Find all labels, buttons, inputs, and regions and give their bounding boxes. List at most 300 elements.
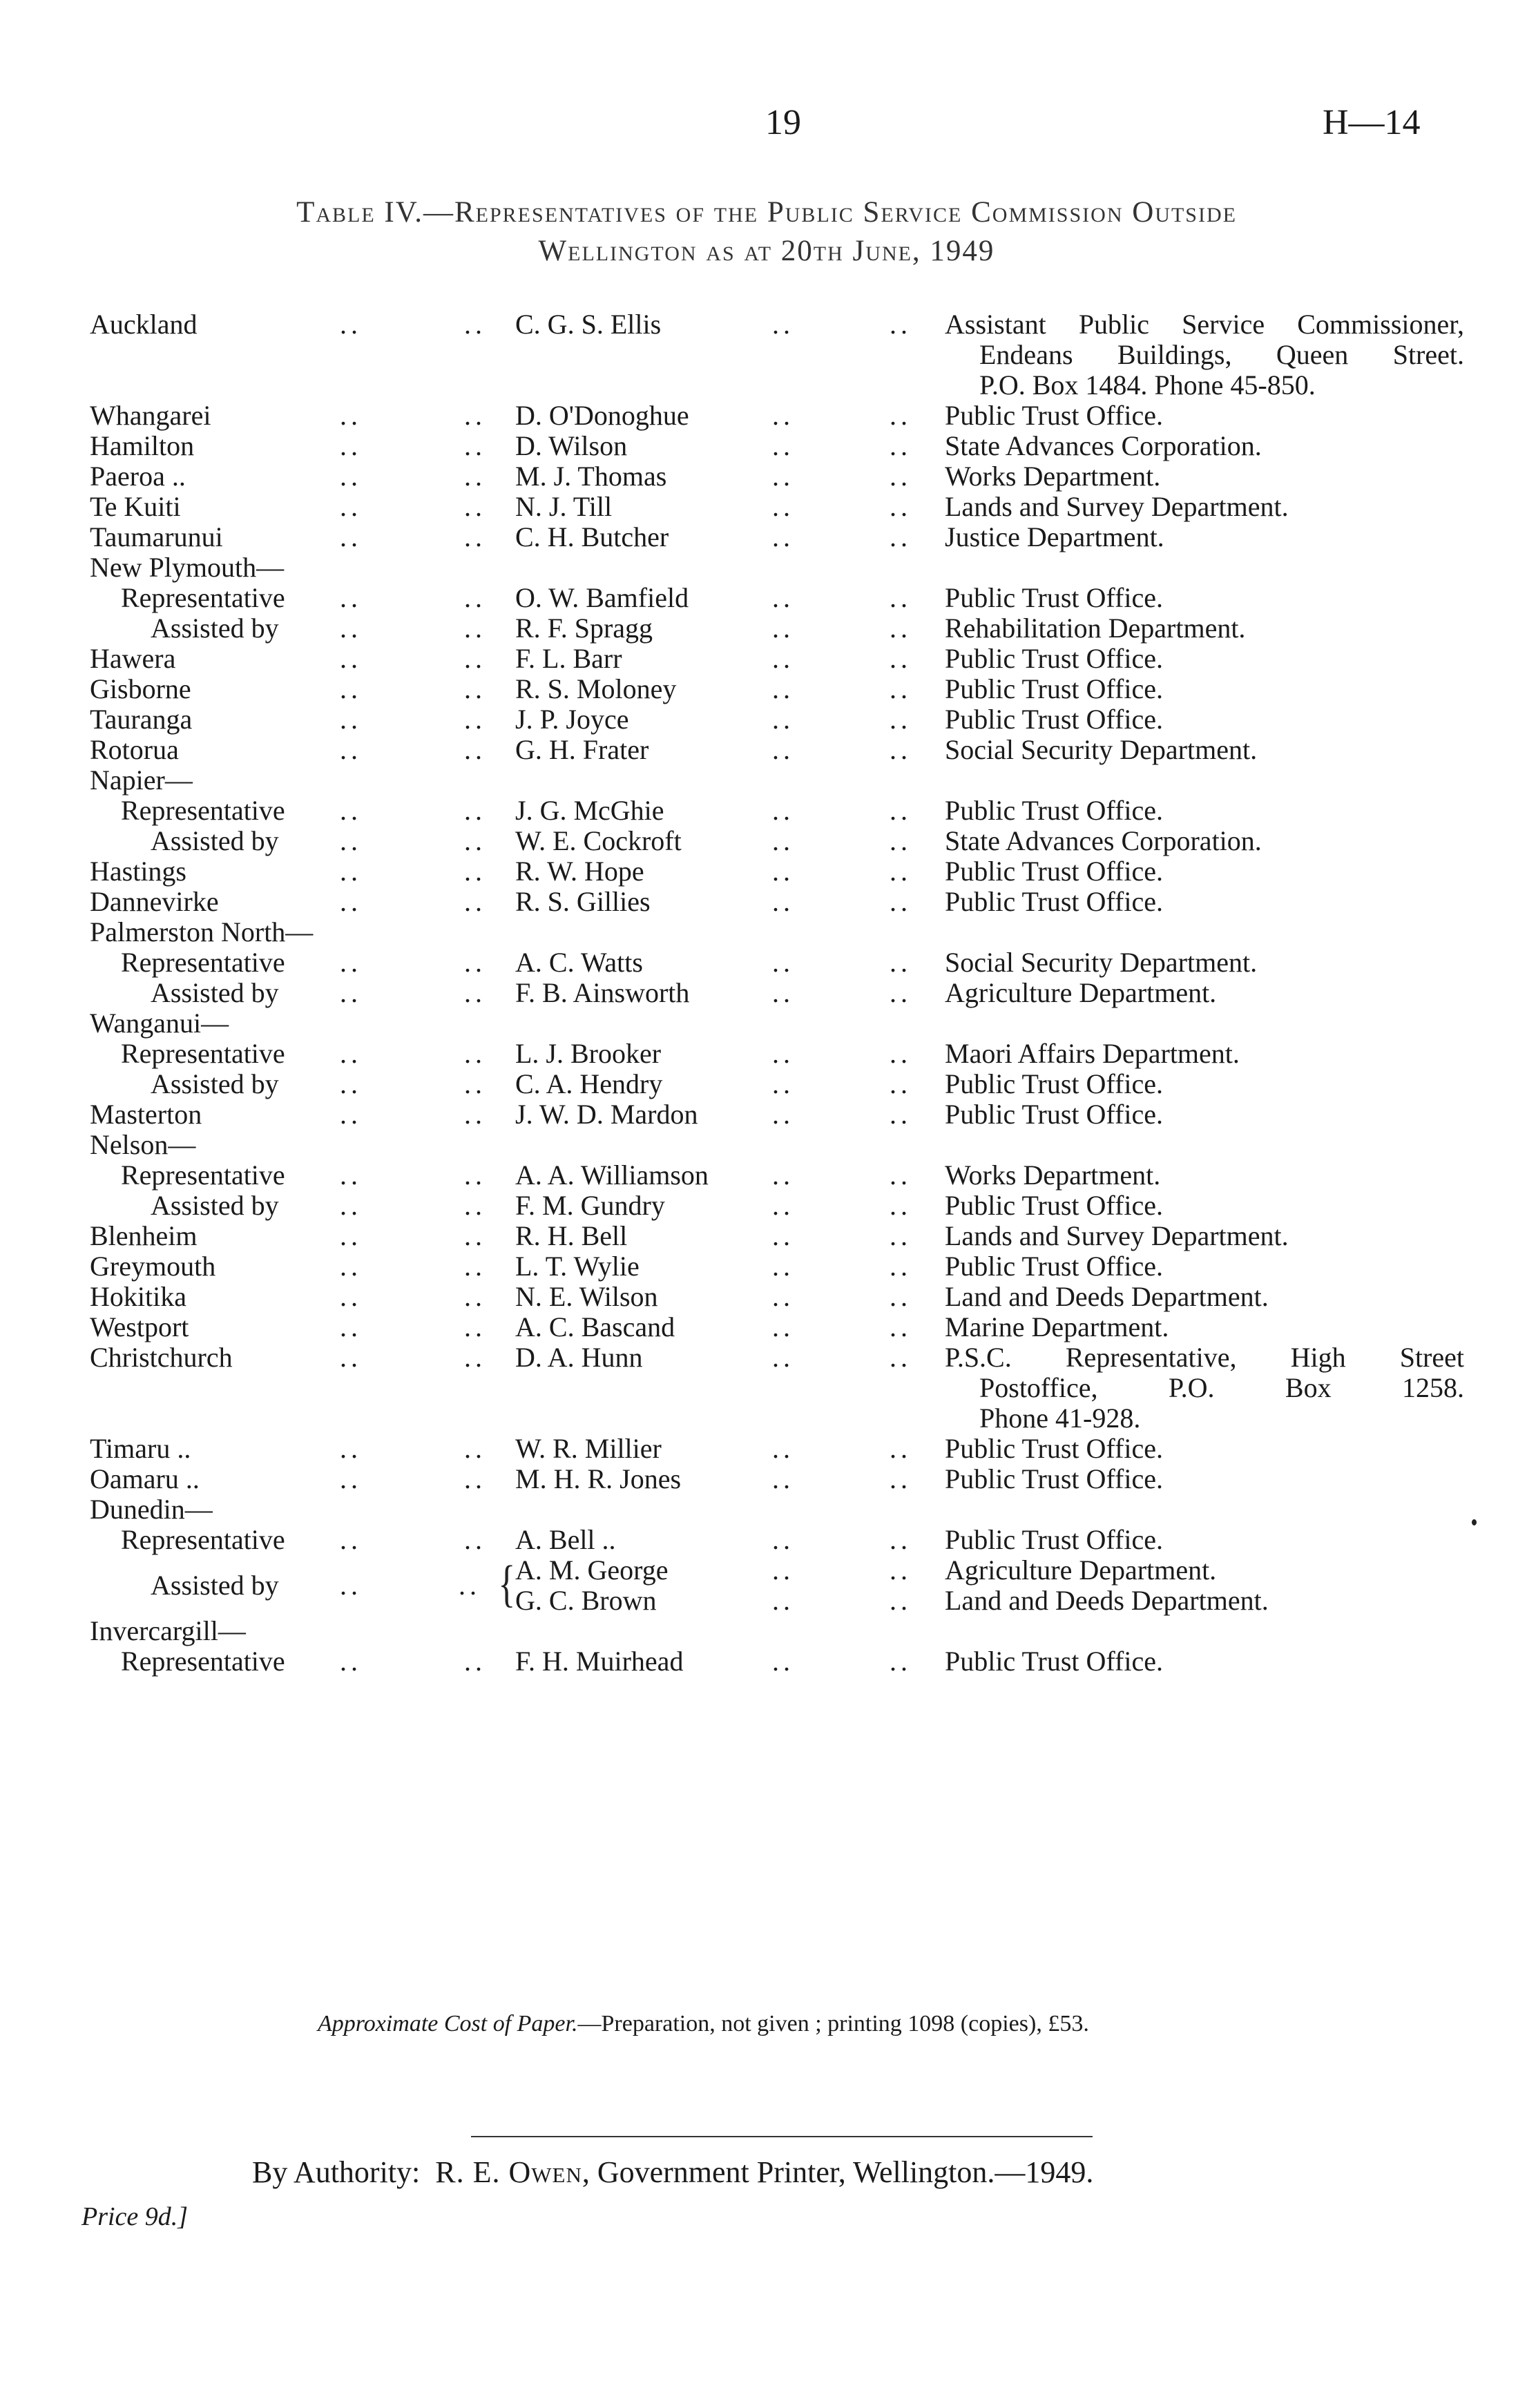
representative-name: L. J. Brooker xyxy=(515,1038,662,1069)
leader-dots: .. xyxy=(772,1433,794,1464)
leader-dots: .. xyxy=(340,400,362,431)
leader-dots: .. xyxy=(464,309,486,340)
office-name: Land and Deeds Department. xyxy=(945,1281,1269,1312)
role-label: Assisted by xyxy=(151,825,279,856)
leader-dots: .. xyxy=(464,886,486,917)
role-label: Assisted by xyxy=(151,1190,279,1221)
leader-dots: .. xyxy=(464,400,486,431)
leader-dots: .. xyxy=(772,1554,794,1586)
leader-dots: .. xyxy=(340,582,362,613)
leader-dots: .. xyxy=(890,400,912,431)
place-name: Taumarunui xyxy=(90,521,223,552)
print-speck xyxy=(1472,1519,1477,1525)
representative-name: D. A. Hunn xyxy=(515,1342,643,1373)
representative-name: W. R. Millier xyxy=(515,1433,662,1464)
leader-dots: .. xyxy=(890,1554,912,1586)
office-name: Social Security Department. xyxy=(945,947,1258,978)
leader-dots: .. xyxy=(890,886,912,917)
leader-dots: .. xyxy=(890,521,912,552)
office-name: Public Trust Office. xyxy=(945,1251,1163,1282)
office-address-line: Assistant Public Service Commissioner, xyxy=(945,309,1464,340)
leader-dots: .. xyxy=(464,1220,486,1251)
leader-dots: .. xyxy=(464,1281,486,1312)
role-label: Assisted by xyxy=(151,1570,279,1601)
place-name: Hawera xyxy=(90,643,176,674)
office-name: Marine Department. xyxy=(945,1311,1169,1342)
leader-dots: .. xyxy=(464,643,486,674)
leader-dots: .. xyxy=(464,1038,486,1069)
office-name: Public Trust Office. xyxy=(945,1524,1163,1555)
table-row xyxy=(0,1039,1527,1069)
table-row xyxy=(0,765,1527,796)
leader-dots: .. xyxy=(890,1433,912,1464)
representative-name: J. G. McGhie xyxy=(515,795,664,826)
table-row xyxy=(0,1464,1527,1494)
page-number: 19 xyxy=(765,103,801,142)
leader-dots: .. xyxy=(340,309,362,340)
leader-dots: .. xyxy=(772,825,794,856)
leader-dots: .. xyxy=(464,1646,486,1677)
authority-line xyxy=(252,2155,1093,2190)
office-name: Public Trust Office. xyxy=(945,400,1163,431)
leader-dots: .. xyxy=(464,1463,486,1494)
leader-dots: .. xyxy=(772,734,794,765)
table-row xyxy=(0,917,1527,947)
leader-dots: .. xyxy=(772,461,794,492)
leader-dots: .. xyxy=(890,734,912,765)
office-name: Rehabilitation Department. xyxy=(945,613,1246,644)
leader-dots: .. xyxy=(464,430,486,461)
table-row xyxy=(0,431,1527,461)
leader-dots: .. xyxy=(772,673,794,704)
place-name: Dunedin— xyxy=(90,1494,213,1525)
table-row xyxy=(0,1008,1527,1039)
place-name: Te Kuiti xyxy=(90,491,181,522)
role-label: Representative xyxy=(121,1646,285,1677)
leader-dots: .. xyxy=(464,1311,486,1342)
table-row xyxy=(0,1282,1527,1312)
place-name: Christchurch xyxy=(90,1342,233,1373)
footnote-text: —Preparation, not given ; printing 1098 (copies), £53. xyxy=(577,2011,1089,2036)
leader-dots: .. xyxy=(464,613,486,644)
table-row xyxy=(0,1494,1527,1525)
leader-dots: .. xyxy=(340,1099,362,1130)
office-name: Public Trust Office. xyxy=(945,1433,1163,1464)
representative-name: R. S. Gillies xyxy=(515,886,651,917)
leader-dots: .. xyxy=(772,704,794,735)
leader-dots: .. xyxy=(772,977,794,1008)
representative-name: L. T. Wylie xyxy=(515,1251,640,1282)
representative-name: R. W. Hope xyxy=(515,856,644,887)
divider-rule xyxy=(471,2136,1093,2137)
place-name: Masterton xyxy=(90,1099,202,1130)
office-address-line: Postoffice, P.O. Box 1258. xyxy=(979,1372,1464,1403)
leader-dots: .. xyxy=(464,734,486,765)
place-name: Blenheim xyxy=(90,1220,198,1251)
leader-dots: .. xyxy=(772,1524,794,1555)
leader-dots: .. xyxy=(340,673,362,704)
office-name: Lands and Survey Department. xyxy=(945,1220,1289,1251)
price: Price 9d.] xyxy=(81,2202,189,2231)
leader-dots: .. xyxy=(772,491,794,522)
leader-dots: .. xyxy=(772,886,794,917)
leader-dots: .. xyxy=(772,1099,794,1130)
leader-dots: .. xyxy=(340,430,362,461)
leader-dots: .. xyxy=(890,491,912,522)
table-row xyxy=(0,1646,1527,1677)
office-name: Public Trust Office. xyxy=(945,582,1163,613)
leader-dots: .. xyxy=(772,643,794,674)
leader-dots: .. xyxy=(340,734,362,765)
representative-name: N. E. Wilson xyxy=(515,1281,658,1312)
leader-dots: .. xyxy=(890,461,912,492)
leader-dots: .. xyxy=(890,1068,912,1099)
leader-dots: .. xyxy=(340,1220,362,1251)
leader-dots: .. xyxy=(772,795,794,826)
leader-dots: .. xyxy=(890,1342,912,1373)
representative-name: C. H. Butcher xyxy=(515,521,669,552)
leader-dots: .. xyxy=(890,1646,912,1677)
leader-dots: .. xyxy=(772,1646,794,1677)
office-address-line: Endeans Buildings, Queen Street. xyxy=(979,339,1464,370)
table-row xyxy=(0,978,1527,1008)
place-name: Invercargill— xyxy=(90,1615,246,1646)
leader-dots: .. xyxy=(464,1524,486,1555)
table-row xyxy=(0,674,1527,704)
leader-dots: .. xyxy=(340,795,362,826)
place-name: Tauranga xyxy=(90,704,193,735)
table-row xyxy=(0,887,1527,917)
representative-name: R. H. Bell xyxy=(515,1220,628,1251)
table-row xyxy=(0,1099,1527,1130)
table-row xyxy=(0,1312,1527,1342)
office-name: Public Trust Office. xyxy=(945,1068,1163,1099)
office-name: Justice Department. xyxy=(945,521,1164,552)
table-row xyxy=(0,796,1527,826)
representative-name: J. W. D. Mardon xyxy=(515,1099,698,1130)
representative-name: D. Wilson xyxy=(515,430,628,461)
table-row xyxy=(0,1342,1527,1434)
table-row xyxy=(0,1525,1527,1555)
leader-dots: .. xyxy=(464,704,486,735)
place-name: Hastings xyxy=(90,856,186,887)
representative-name: O. W. Bamfield xyxy=(515,582,689,613)
leader-dots: .. xyxy=(340,1159,362,1191)
role-label: Representative xyxy=(121,947,285,978)
place-name: New Plymouth— xyxy=(90,552,285,583)
office-name: Public Trust Office. xyxy=(945,856,1163,887)
table-title-line-1: Table IV.—Representatives of the Public Service Commission Outside xyxy=(296,196,1237,229)
leader-dots: .. xyxy=(464,1159,486,1191)
table-row xyxy=(0,1069,1527,1099)
leader-dots: .. xyxy=(459,1570,481,1601)
office-name: Social Security Department. xyxy=(945,734,1258,765)
leader-dots: .. xyxy=(464,1190,486,1221)
role-label: Assisted by xyxy=(151,1068,279,1099)
table-row xyxy=(0,826,1527,856)
leader-dots: .. xyxy=(340,1190,362,1221)
table-row xyxy=(0,1555,1527,1616)
authority-suffix: , Government Printer, Wellington.—1949. xyxy=(582,2155,1094,2189)
role-label: Assisted by xyxy=(151,977,279,1008)
representative-name: N. J. Till xyxy=(515,491,613,522)
place-name: Napier— xyxy=(90,764,193,796)
leader-dots: .. xyxy=(340,1524,362,1555)
representative-name: G. H. Frater xyxy=(515,734,649,765)
leader-dots: .. xyxy=(890,1463,912,1494)
representative-name: M. J. Thomas xyxy=(515,461,667,492)
office-name: Public Trust Office. xyxy=(945,643,1163,674)
office-name: Lands and Survey Department. xyxy=(945,491,1289,522)
representative-name: F. M. Gundry xyxy=(515,1190,665,1221)
leader-dots: .. xyxy=(772,521,794,552)
office-name: Public Trust Office. xyxy=(945,1099,1163,1130)
place-name: Dannevirke xyxy=(90,886,219,917)
leader-dots: .. xyxy=(772,1038,794,1069)
representative-name: A. M. George xyxy=(515,1554,669,1586)
representative-name: F. B. Ainsworth xyxy=(515,977,690,1008)
representative-name: G. C. Brown xyxy=(515,1585,657,1616)
printer-name: R. E. Owen xyxy=(435,2155,582,2189)
table-row xyxy=(0,735,1527,765)
leader-dots: .. xyxy=(340,1433,362,1464)
leader-dots: .. xyxy=(890,673,912,704)
office-name: State Advances Corporation. xyxy=(945,825,1262,856)
place-name: Timaru .. xyxy=(90,1433,191,1464)
place-name: Gisborne xyxy=(90,673,191,704)
footnote-label: Approximate Cost of Paper. xyxy=(318,2011,578,2036)
leader-dots: .. xyxy=(890,795,912,826)
leader-dots: .. xyxy=(340,947,362,978)
role-label: Assisted by xyxy=(151,613,279,644)
office-name: Agriculture Department. xyxy=(945,977,1217,1008)
place-name: Hamilton xyxy=(90,430,195,461)
leader-dots: .. xyxy=(890,1251,912,1282)
office-name: Public Trust Office. xyxy=(945,1646,1163,1677)
leader-dots: .. xyxy=(772,1585,794,1616)
representative-name: A. C. Bascand xyxy=(515,1311,675,1342)
office-name: Works Department. xyxy=(945,461,1161,492)
place-name: Paeroa .. xyxy=(90,461,186,492)
representative-name: M. H. R. Jones xyxy=(515,1463,682,1494)
leader-dots: .. xyxy=(772,400,794,431)
leader-dots: .. xyxy=(772,1220,794,1251)
table-title-line-2: Wellington as at 20th June, 1949 xyxy=(538,235,995,267)
representative-name: F. H. Muirhead xyxy=(515,1646,684,1677)
place-name: Hokitika xyxy=(90,1281,186,1312)
leader-dots: .. xyxy=(772,1463,794,1494)
representative-name: D. O'Donoghue xyxy=(515,400,689,431)
table-row xyxy=(0,1616,1527,1646)
leader-dots: .. xyxy=(890,1099,912,1130)
leader-dots: .. xyxy=(464,1099,486,1130)
leader-dots: .. xyxy=(890,856,912,887)
leader-dots: .. xyxy=(890,1524,912,1555)
representative-name: R. S. Moloney xyxy=(515,673,677,704)
office-name: Works Department. xyxy=(945,1159,1161,1191)
role-label: Representative xyxy=(121,1524,285,1555)
leader-dots: .. xyxy=(340,491,362,522)
role-label: Representative xyxy=(121,795,285,826)
table-row xyxy=(0,613,1527,644)
representatives-table xyxy=(0,309,1527,1677)
leader-dots: .. xyxy=(890,977,912,1008)
office-address-line: Phone 41-928. xyxy=(979,1403,1141,1434)
representative-name: A. C. Watts xyxy=(515,947,643,978)
table-row xyxy=(0,552,1527,583)
office-name: Agriculture Department. xyxy=(945,1554,1217,1586)
table-row xyxy=(0,401,1527,431)
leader-dots: .. xyxy=(890,947,912,978)
leader-dots: .. xyxy=(464,1342,486,1373)
leader-dots: .. xyxy=(464,947,486,978)
place-name: Nelson— xyxy=(90,1129,196,1160)
leader-dots: .. xyxy=(772,1068,794,1099)
office-name: Public Trust Office. xyxy=(945,673,1163,704)
leader-dots: .. xyxy=(340,643,362,674)
table-row xyxy=(0,492,1527,522)
leader-dots: .. xyxy=(340,704,362,735)
leader-dots: .. xyxy=(464,1251,486,1282)
representative-name: A. A. Williamson xyxy=(515,1159,709,1191)
leader-dots: .. xyxy=(772,947,794,978)
leader-dots: .. xyxy=(464,795,486,826)
place-name: Palmerston North— xyxy=(90,916,314,947)
table-row xyxy=(0,1251,1527,1282)
leader-dots: .. xyxy=(890,1311,912,1342)
leader-dots: .. xyxy=(890,704,912,735)
table-row xyxy=(0,704,1527,735)
table-row xyxy=(0,461,1527,492)
leader-dots: .. xyxy=(340,613,362,644)
table-row xyxy=(0,947,1527,978)
leader-dots: .. xyxy=(464,521,486,552)
place-name: Auckland xyxy=(90,309,198,340)
table-row xyxy=(0,583,1527,613)
leader-dots: .. xyxy=(340,1646,362,1677)
place-name: Oamaru .. xyxy=(90,1463,200,1494)
office-name: State Advances Corporation. xyxy=(945,430,1262,461)
table-title xyxy=(124,193,1409,271)
document-code: H—14 xyxy=(1323,103,1421,142)
leader-dots: .. xyxy=(464,1433,486,1464)
leader-dots: .. xyxy=(340,1281,362,1312)
table-row xyxy=(0,644,1527,674)
footnote xyxy=(318,2011,1089,2037)
leader-dots: .. xyxy=(890,582,912,613)
leader-dots: .. xyxy=(464,582,486,613)
leader-dots: .. xyxy=(772,1251,794,1282)
leader-dots: .. xyxy=(890,825,912,856)
leader-dots: .. xyxy=(890,1585,912,1616)
role-label: Representative xyxy=(121,1159,285,1191)
leader-dots: .. xyxy=(772,430,794,461)
office-name: Public Trust Office. xyxy=(945,795,1163,826)
table-row xyxy=(0,1434,1527,1464)
table-row xyxy=(0,1160,1527,1191)
leader-dots: .. xyxy=(340,1570,362,1601)
leader-dots: .. xyxy=(340,856,362,887)
role-label: Representative xyxy=(121,1038,285,1069)
leader-dots: .. xyxy=(340,825,362,856)
office-name: Public Trust Office. xyxy=(945,1190,1163,1221)
leader-dots: .. xyxy=(464,977,486,1008)
leader-dots: .. xyxy=(340,886,362,917)
leader-dots: .. xyxy=(772,1281,794,1312)
office-address-line: P.O. Box 1484. Phone 45-850. xyxy=(979,369,1316,401)
table-row xyxy=(0,1191,1527,1221)
leader-dots: .. xyxy=(890,1281,912,1312)
office-address-line: P.S.C. Representative, High Street xyxy=(945,1342,1464,1373)
office-name: Public Trust Office. xyxy=(945,886,1163,917)
table-row xyxy=(0,522,1527,552)
leader-dots: .. xyxy=(772,1190,794,1221)
representative-name: F. L. Barr xyxy=(515,643,622,674)
representative-name: C. A. Hendry xyxy=(515,1068,663,1099)
leader-dots: .. xyxy=(890,1038,912,1069)
leader-dots: .. xyxy=(340,521,362,552)
place-name: Wanganui— xyxy=(90,1008,229,1039)
place-name: Westport xyxy=(90,1311,189,1342)
leader-dots: .. xyxy=(890,1159,912,1191)
leader-dots: .. xyxy=(464,1068,486,1099)
table-row xyxy=(0,856,1527,887)
table-row xyxy=(0,1130,1527,1160)
leader-dots: .. xyxy=(464,491,486,522)
leader-dots: .. xyxy=(772,1342,794,1373)
representative-name: W. E. Cockroft xyxy=(515,825,682,856)
leader-dots: .. xyxy=(340,1311,362,1342)
leader-dots: .. xyxy=(772,582,794,613)
role-label: Representative xyxy=(121,582,285,613)
leader-dots: .. xyxy=(890,430,912,461)
leader-dots: .. xyxy=(772,613,794,644)
leader-dots: .. xyxy=(890,613,912,644)
leader-dots: .. xyxy=(772,856,794,887)
office-name: Land and Deeds Department. xyxy=(945,1585,1269,1616)
office-name: Maori Affairs Department. xyxy=(945,1038,1240,1069)
leader-dots: .. xyxy=(340,1463,362,1494)
leader-dots: .. xyxy=(772,1159,794,1191)
leader-dots: .. xyxy=(340,977,362,1008)
place-name: Rotorua xyxy=(90,734,179,765)
leader-dots: .. xyxy=(464,461,486,492)
leader-dots: .. xyxy=(340,1342,362,1373)
representative-name: C. G. S. Ellis xyxy=(515,309,662,340)
representative-name: A. Bell .. xyxy=(515,1524,616,1555)
office-name: Public Trust Office. xyxy=(945,704,1163,735)
leader-dots: .. xyxy=(464,856,486,887)
leader-dots: .. xyxy=(340,461,362,492)
representative-name: R. F. Spragg xyxy=(515,613,653,644)
leader-dots: .. xyxy=(464,825,486,856)
authority-prefix: By Authority: xyxy=(252,2155,421,2189)
leader-dots: .. xyxy=(340,1251,362,1282)
leader-dots: .. xyxy=(890,1190,912,1221)
place-name: Whangarei xyxy=(90,400,211,431)
leader-dots: .. xyxy=(890,309,912,340)
table-row xyxy=(0,1221,1527,1251)
leader-dots: .. xyxy=(890,643,912,674)
place-name: Greymouth xyxy=(90,1251,216,1282)
leader-dots: .. xyxy=(340,1068,362,1099)
leader-dots: .. xyxy=(890,1220,912,1251)
leader-dots: .. xyxy=(772,1311,794,1342)
leader-dots: .. xyxy=(772,309,794,340)
leader-dots: .. xyxy=(340,1038,362,1069)
grouping-brace: { xyxy=(498,1556,516,1612)
leader-dots: .. xyxy=(464,673,486,704)
